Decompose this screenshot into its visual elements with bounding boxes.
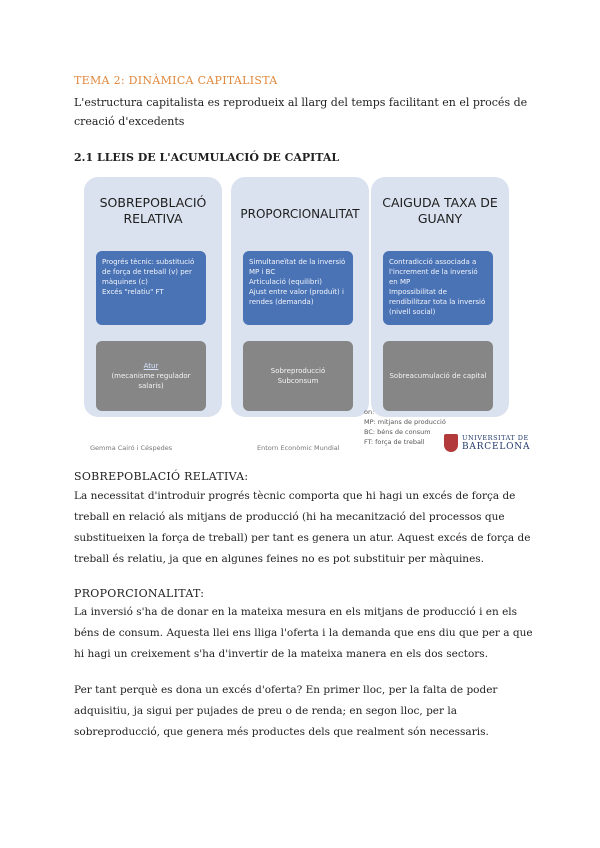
intro-paragraph: L'estructura capitalista es reprodueix al llarg del temps facilitant en el procés de creació d'excedents	[74, 96, 528, 128]
legend-line: MP: mitjans de producció	[364, 418, 446, 426]
heading-sobrepoblacio: SOBREPOBLACIÓ RELATIVA:	[74, 470, 249, 483]
column-heading: CAIGUDA TAXA DE GUANY	[382, 195, 498, 226]
document-title: TEMA 2: DINÀMICA CAPITALISTA	[74, 74, 278, 87]
legend-line: FT: força de treball	[364, 438, 425, 446]
heading-proporcionalitat: PROPORCIONALITAT:	[74, 587, 205, 600]
paragraph-proporcionalitat: La inversió s'ha de donar en la mateixa mesura en els mitjans de producció i en els béns de consum. Aquesta llei ens lliga l'oferta i la demanda que ens diu que per a que hi hagi un creixement s'ha d'invertir de la mateixa manera en els dos sectors.	[74, 606, 533, 660]
column-heading: PROPORCIONALITAT	[240, 207, 360, 221]
column-sobrepoblacio	[84, 177, 222, 417]
column-grey-box: Sobreacumulació de capital	[383, 341, 493, 411]
university-logo	[444, 434, 530, 452]
laws-diagram	[74, 168, 531, 464]
logo-text: UNIVERSITAT DE	[462, 434, 529, 442]
column-blue-box: Simultaneïtat de la inversió MP i BC Articulació (equilibri) Ajust entre valor (produït) i rendes (demanda)	[243, 251, 353, 325]
footer-course: Entorn Econòmic Mundial	[257, 444, 340, 452]
logo-text: BARCELONA	[462, 442, 531, 452]
footer-author: Gemma Cairó i Céspedes	[90, 444, 173, 452]
column-blue-box: Contradicció associada a l'increment de la inversió en MP Impossibilitat de rendibilitzar tota la inversió (nivell social)	[383, 251, 493, 325]
paragraph-sobrepoblacio: La necessitat d'introduir progrés tècnic comporta que hi hagi un excés de força de treball en relació als mitjans de producció (hi ha mecanització del processos que substitueixen la força de treball) per tant es genera un atur. Aquest excés de força de treball és relatiu, ja que en algunes feines no es pot substituir per màquines.	[74, 490, 531, 565]
column-caiguda	[371, 177, 509, 417]
column-grey-box: Sobreproducció Subconsum	[243, 341, 353, 411]
grey-box-text: (mecanisme regulador salaris)	[111, 372, 191, 390]
column-proporcionalitat	[231, 177, 369, 417]
column-heading: SOBREPOBLACIÓ RELATIVA	[99, 195, 207, 226]
column-blue-box: Progrés tècnic: substitució de força de treball (v) per màquines (c) Excés "relatiu" FT	[96, 251, 206, 325]
university-seal-icon	[444, 434, 458, 452]
section-heading: 2.1 LLEIS DE L'ACUMULACIÓ DE CAPITAL	[74, 151, 340, 164]
atur-link[interactable]: Atur	[143, 362, 159, 370]
column-grey-box	[96, 341, 206, 411]
paragraph-conclusion: Per tant perquè es dona un excés d'oferta? En primer lloc, per la falta de poder adquisitiu, ja sigui per pujades de preu o de renda; en segon lloc, per la sobreproducció, que genera més productes dels que realment són necessaris.	[74, 684, 498, 738]
abbreviation-legend	[364, 407, 446, 447]
legend-line: BC: béns de consum	[364, 428, 431, 436]
legend-line: on:	[364, 408, 375, 416]
